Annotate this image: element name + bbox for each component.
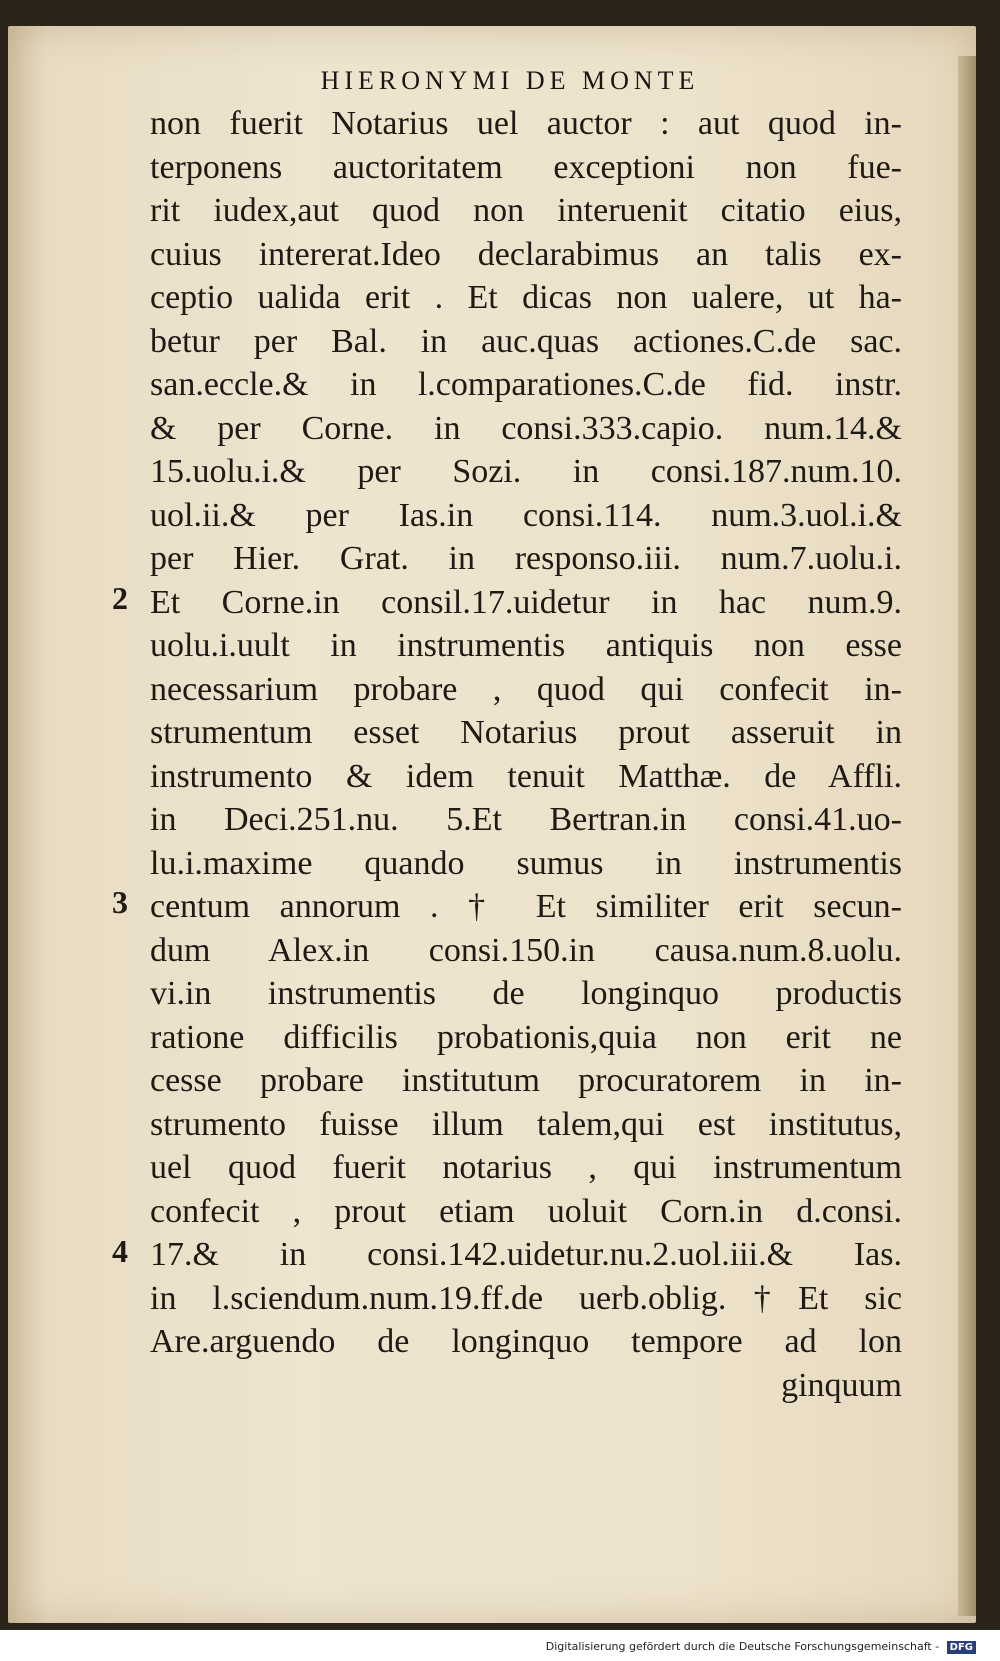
text-line: uol.ii.& per Ias.in consi.114. num.3.uol.i.& <box>150 496 902 534</box>
margin-number: 4 <box>112 1233 128 1269</box>
text-line: cesse probare institutum procuratorem in in- <box>150 1062 902 1099</box>
text-line: ratione difficilis probationis,quia non erit ne <box>150 1018 902 1056</box>
text-line: uel quod fuerit notarius , qui instrumentum <box>150 1149 902 1186</box>
text-line: strumentum esset Notarius prout asseruit in <box>150 714 902 751</box>
text-line: lu.i.maxime quando sumus in instrumentis <box>150 844 902 882</box>
text-line: dum Alex.in consi.150.in causa.num.8.uolu. <box>150 931 902 969</box>
text-line: centum annorum . † Et similiter erit secun- <box>150 888 902 925</box>
text-line: confecit , prout etiam uoluit Corn.in d.consi. <box>150 1192 902 1230</box>
text-line: 17.& in consi.142.uidetur.nu.2.uol.iii.& Ias. <box>150 1236 902 1273</box>
body-text <box>150 102 902 1407</box>
dfg-logo: DFG <box>947 1641 976 1654</box>
text-line: & per Corne. in consi.333.capio. num.14.& <box>150 409 902 447</box>
footer-credit-text: Digitalisierung gefördert durch die Deutsche Forschungsgemeinschaft - <box>545 1640 940 1653</box>
text-line: rit iudex,aut quod non interuenit citatio eius, <box>150 192 902 229</box>
text-line: Et Corne.in consil.17.uidetur in hac num.9. <box>150 583 902 621</box>
text-line: non fuerit Notarius uel auctor : aut quod in- <box>150 105 902 142</box>
text-line: betur per Bal. in auc.quas actiones.C.de sac. <box>150 322 902 360</box>
margin-number: 2 <box>112 580 128 616</box>
footer-credit <box>546 1640 976 1654</box>
text-line: instrumento & idem tenuit Matthæ. de Affli. <box>150 757 902 795</box>
text-line: Are.arguendo de longinquo tempore ad lon <box>150 1323 902 1360</box>
text-line: per Hier. Grat. in responso.iii. num.7.uolu.i. <box>150 540 902 577</box>
text-line: in l.sciendum.num.19.ff.de uerb.oblig.†Et sic <box>150 1279 902 1317</box>
text-line: necessarium probare , quod qui confecit in- <box>150 670 902 708</box>
page-edge <box>958 56 976 1616</box>
text-line: san.eccle.& in l.comparationes.C.de fid. instr. <box>150 366 902 403</box>
text-line: uolu.i.uult in instrumentis antiquis non esse <box>150 627 902 664</box>
text-line: terponens auctoritatem exceptioni non fue- <box>150 148 902 186</box>
text-line: vi.in instrumentis de longinquo productis <box>150 975 902 1012</box>
margin-number: 3 <box>112 884 128 920</box>
text-line: 15.uolu.i.& per Sozi. in consi.187.num.10. <box>150 453 902 490</box>
text-line: ceptio ualida erit . Et dicas non ualere, ut ha- <box>150 279 902 316</box>
running-head: HIERONYMI DE MONTE <box>320 66 700 95</box>
text-line: in Deci.251.nu. 5.Et Bertran.in consi.41.uo- <box>150 801 902 838</box>
text-line: strumento fuisse illum talem,qui est institutus, <box>150 1105 902 1143</box>
text-line: cuius intererat.Ideo declarabimus an talis ex- <box>150 235 902 273</box>
catchword: ginquum <box>781 1366 902 1404</box>
